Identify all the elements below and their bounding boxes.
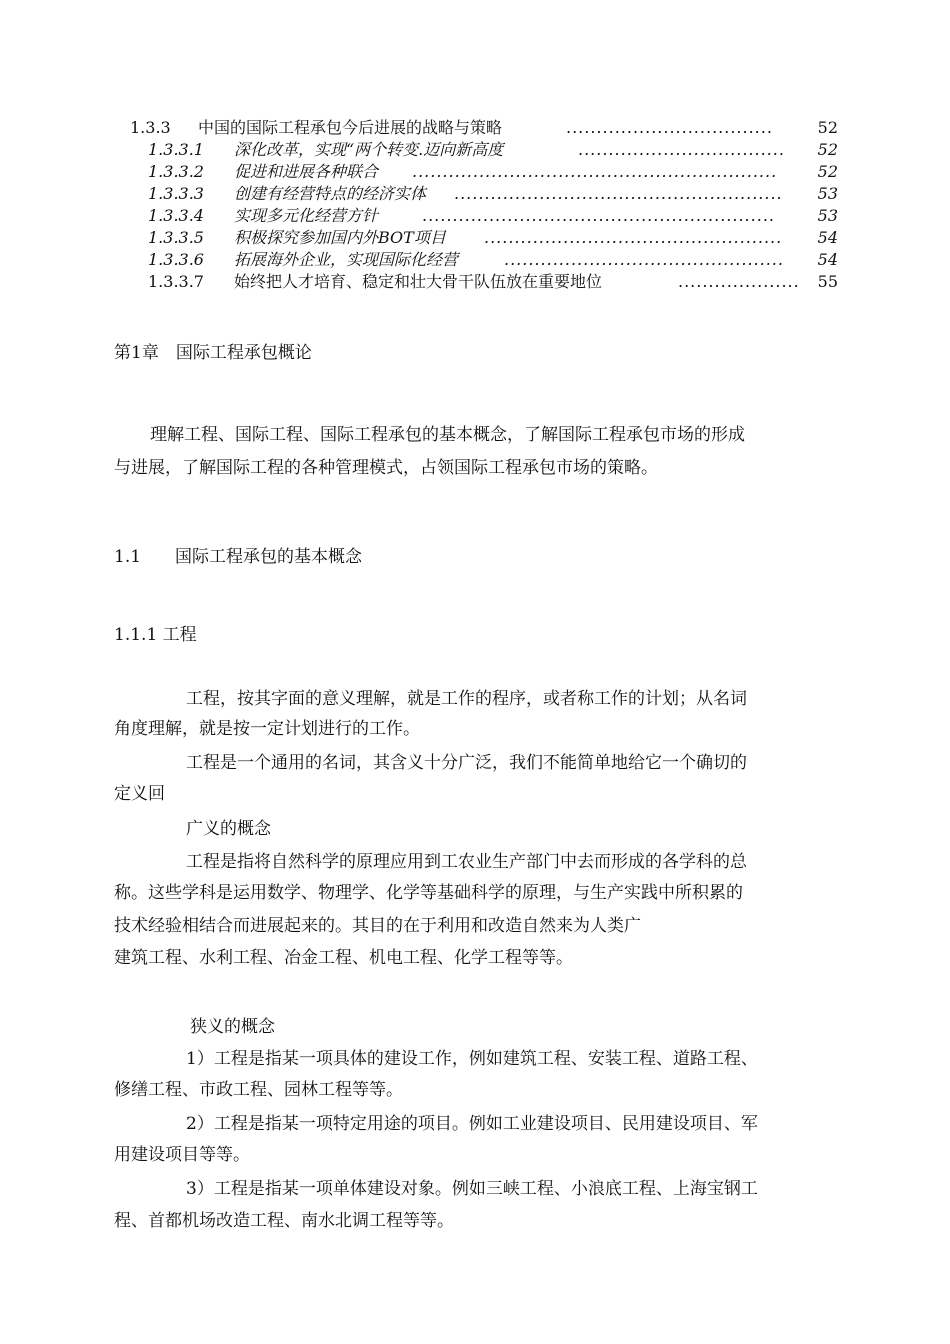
toc-entry[interactable] xyxy=(0,117,950,139)
broad-concept-label: 广义的概念 xyxy=(186,819,271,839)
narrow-concept-label: 狭义的概念 xyxy=(190,1017,275,1037)
toc-title: 拓展海外企业，实现国际化经营 xyxy=(234,250,459,269)
toc-page-number: 52 xyxy=(817,162,838,181)
toc-page-number: 55 xyxy=(817,272,838,291)
toc-page-number: 54 xyxy=(817,228,838,247)
body-line: 修缮工程、市政工程、园林工程等等。 xyxy=(114,1080,403,1100)
toc-number: 1.3.3.6 xyxy=(148,250,204,269)
body-line: 建筑工程、水利工程、冶金工程、机电工程、化学工程等等。 xyxy=(114,948,573,968)
body-line: 用建设项目等等。 xyxy=(114,1145,250,1165)
body-line: 工程，按其字面的意义理解，就是工作的程序，或者称工作的计划；从名词 xyxy=(186,689,747,709)
body-line: 1）工程是指某一项具体的建设工作，例如建筑工程、安装工程、道路工程、 xyxy=(186,1049,758,1069)
toc-entry[interactable] xyxy=(0,249,950,271)
body-line: 3）工程是指某一项单体建设对象。例如三峡工程、小浪底工程、上海宝钢工 xyxy=(186,1179,758,1199)
toc-leader: .............................................. xyxy=(504,250,784,269)
toc-title: 创建有经营特点的经济实体 xyxy=(234,184,427,203)
toc-leader: .................................. xyxy=(578,140,785,159)
toc-entry[interactable] xyxy=(0,161,950,183)
toc-title: 始终把人才培育、稳定和壮大骨干队伍放在重要地位 xyxy=(234,272,603,291)
toc-page-number: 53 xyxy=(817,206,838,225)
toc-entry[interactable] xyxy=(0,183,950,205)
toc-number: 1.3.3.2 xyxy=(148,162,204,181)
intro-line-2: 与进展，了解国际工程的各种管理模式，占领国际工程承包市场的策略。 xyxy=(114,458,658,478)
toc-leader: .................................. xyxy=(566,118,773,137)
toc-number: 1.3.3.3 xyxy=(148,184,204,203)
toc-page-number: 54 xyxy=(817,250,838,269)
toc-leader: ................................................. xyxy=(484,228,783,247)
intro-line-1: 理解工程、国际工程、国际工程承包的基本概念，了解国际工程承包市场的形成 xyxy=(150,425,745,445)
chapter-heading: 第1章 国际工程承包概论 xyxy=(114,343,312,363)
toc-entry[interactable] xyxy=(0,271,950,293)
body-line: 工程是一个通用的名词，其含义十分广泛，我们不能简单地给它一个确切的 xyxy=(186,753,747,773)
body-line: 称。这些学科是运用数学、物理学、化学等基础科学的原理，与生产实践中所积累的 xyxy=(114,883,743,903)
toc-title: 深化改革，实现“两个转变.迈向新高度 xyxy=(234,140,504,159)
body-line: 定义回 xyxy=(114,784,165,804)
toc-leader: .......................................................... xyxy=(422,206,775,225)
toc-entry[interactable] xyxy=(0,205,950,227)
body-line: 程、首都机场改造工程、南水北调工程等等。 xyxy=(114,1211,454,1231)
toc-entry[interactable] xyxy=(0,139,950,161)
toc-title: 促进和进展各种联合 xyxy=(234,162,379,181)
section-heading: 1.1 国际工程承包的基本概念 xyxy=(114,547,363,567)
body-line: 工程是指将自然科学的原理应用到工农业生产部门中去而形成的各学科的总 xyxy=(186,852,747,872)
body-line: 2）工程是指某一项特定用途的项目。例如工业建设项目、民用建设项目、军 xyxy=(186,1114,758,1134)
toc-title: 中国的国际工程承包今后进展的战略与策略 xyxy=(198,118,503,137)
toc-number: 1.3.3 xyxy=(130,118,171,137)
toc-page-number: 52 xyxy=(817,140,838,159)
toc-leader: .................... xyxy=(678,272,800,291)
toc-leader: ............................................................ xyxy=(412,162,778,181)
body-line: 角度理解，就是按一定计划进行的工作。 xyxy=(114,719,420,739)
toc-leader: ...................................................... xyxy=(454,184,783,203)
toc-number: 1.3.3.7 xyxy=(148,272,204,291)
toc-title: 实现多元化经营方针 xyxy=(234,206,379,225)
toc-entry[interactable] xyxy=(0,227,950,249)
toc-number: 1.3.3.4 xyxy=(148,206,204,225)
subsection-heading: 1.1.1 工程 xyxy=(114,625,197,645)
toc-number: 1.3.3.5 xyxy=(148,228,204,247)
body-line: 技术经验相结合而进展起来的。其目的在于利用和改造自然来为人类广 xyxy=(114,916,641,936)
toc-number: 1.3.3.1 xyxy=(148,140,204,159)
toc-title: 积极探究参加国内外BOT项目 xyxy=(234,228,446,247)
toc-page-number: 52 xyxy=(817,118,838,137)
toc-page-number: 53 xyxy=(817,184,838,203)
